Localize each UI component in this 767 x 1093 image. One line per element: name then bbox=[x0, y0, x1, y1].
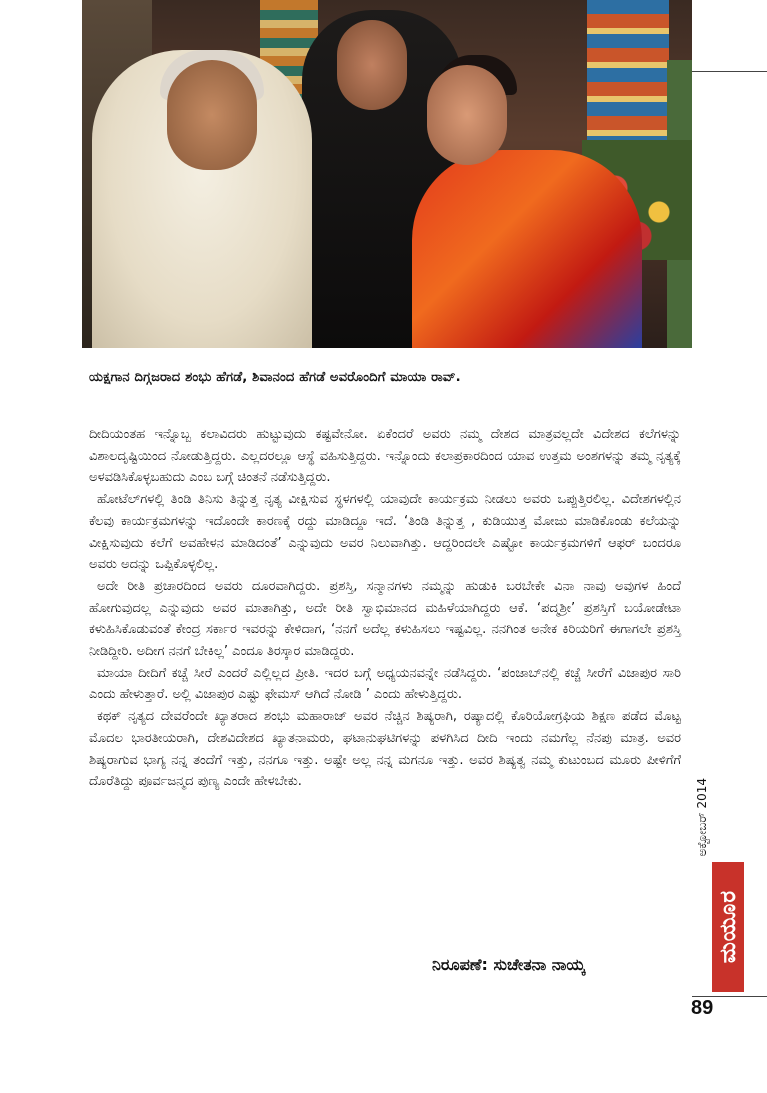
woman-in-saree-figure bbox=[412, 150, 642, 348]
top-right-rule bbox=[692, 71, 767, 72]
paragraph-3: ಅದೇ ರೀತಿ ಪ್ರಚಾರದಿಂದ ಅವರು ದೂರವಾಗಿದ್ದರು. ಪ್ರಶಸ್ತಿ, ಸನ್ಮಾನಗಳು ನಮ್ಮನ್ನು ಹುಡುಕಿ ಬರಬೇಕೇ ವಿನಾ ನಾವು ಅವುಗಳ ಹಿಂದೆ ಹೋಗುವುದಲ್ಲ ಎನ್ನುವುದು ಅವರ ಮಾತಾಗಿತ್ತು, ಅದೇ ರೀತಿ ಸ್ವಾಭಿಮಾನದ ಮಹಿಳೆಯಾಗಿದ್ದರು ಆಕೆ. ‘ಪದ್ಮಶ್ರೀ’ ಪ್ರಶಸ್ತಿಗೆ ಬಯೋಡೇಟಾ ಕಳುಹಿಸಿಕೊಡುವಂತೆ ಕೇಂದ್ರ ಸರ್ಕಾರ ಇವರನ್ನು ಕೇಳಿದಾಗ, ‘ನನಗೆ ಅದೆಲ್ಲ ಕಳುಹಿಸಲು ಇಷ್ಟವಿಲ್ಲ. ನನಗಿಂತ ಅನೇಕ ಕಿರಿಯರಿಗೆ ಈಗಾಗಲೇ ಪ್ರಶಸ್ತಿ ನೀಡಿದ್ದೀರಿ. ಅದೀಗ ನನಗೆ ಬೇಕಿಲ್ಲ’ ಎಂದೂ ತಿರಸ್ಕಾರ ಮಾಡಿದ್ದರು. bbox=[89, 578, 681, 660]
author-credit: ನಿರೂಪಣೆ: ಸುಚೇತನಾ ನಾಯ್ಕ bbox=[432, 955, 585, 974]
page-number: 89 bbox=[691, 997, 714, 1019]
photo-caption: ಯಕ್ಷಗಾನ ದಿಗ್ಗಜರಾದ ಶಂಭು ಹೆಗಡೆ, ಶಿವಾನಂದ ಹೆಗಡೆ ಅವರೊಂದಿಗೆ ಮಾಯಾ ರಾವ್. bbox=[89, 370, 461, 385]
paragraph-5: ಕಥಕ್ ನೃತ್ಯದ ದೇವರೆಂದೇ ಖ್ಯಾತರಾದ ಶಂಭು ಮಹಾರಾಜ್ ಅವರ ನೆಚ್ಚಿನ ಶಿಷ್ಯರಾಗಿ, ರಷ್ಯಾದಲ್ಲಿ ಕೊರಿಯೋಗ್ರಫಿಯ ಶಿಕ್ಷಣ ಪಡೆದ ಮೊಟ್ಟ ಮೊದಲ ಭಾರತೀಯರಾಗಿ, ದೇಶವಿದೇಶದ ಖ್ಯಾತನಾಮರು, ಘಟಾನುಘಟಿಗಳನ್ನು ಪಳಗಿಸಿದ ದೀದಿ ಇಂದು ನಮಗೆಲ್ಲ ನೆನಪು ಮಾತ್ರ. ಅವರ ಶಿಷ್ಯರಾಗುವ ಭಾಗ್ಯ ನನ್ನ ತಂದೆಗೆ ಇತ್ತು, ನನಗೂ ಇತ್ತು. ಅಷ್ಟೇ ಅಲ್ಲ ನನ್ನ ಮಗನೂ ಇತ್ತು. ಅವರ ಶಿಷ್ಯತ್ವ ನಮ್ಮ ಕುಟುಂಬದ ಮೂರು ಪೀಳಿಗೆಗೆ ದೊರೆತಿದ್ದು ಪೂರ್ವಜನ್ಮದ ಪುಣ್ಯ ಎಂದೇ ಹೇಳಬೇಕು. bbox=[89, 709, 681, 790]
paragraph-4: ಮಾಯಾ ದೀದಿಗೆ ಕಚ್ಚೆ ಸೀರೆ ಎಂದರೆ ಎಲ್ಲಿಲ್ಲದ ಪ್ರೀತಿ. ಇದರ ಬಗ್ಗೆ ಅಧ್ಯಯನವನ್ನೇ ನಡೆಸಿದ್ದರು. ‘ಪಂಜಾಬ್‌ನಲ್ಲಿ ಕಚ್ಚೆ ಸೀರೆಗೆ ವಿಜಾಪುರ ಸಾರಿ ಎಂದು ಹೇಳುತ್ತಾರೆ. ಅಲ್ಲಿ ವಿಜಾಪುರ ಎಷ್ಟು ಫೇಮಸ್ ಆಗಿದೆ ನೋಡಿ ’ ಎಂದು ಹೇಳುತ್ತಿದ್ದರು. bbox=[89, 665, 681, 703]
issue-date bbox=[690, 775, 714, 860]
elder-man-head bbox=[167, 60, 257, 170]
paragraph-2: ಹೋಟೆಲ್‌ಗಳಲ್ಲಿ ತಿಂಡಿ ತಿನಿಸು ತಿನ್ನುತ್ತ ನೃತ್ಯ ವೀಕ್ಷಿಸುವ ಸ್ಥಳಗಳಲ್ಲಿ ಯಾವುದೇ ಕಾರ್ಯಕ್ರಮ ನೀಡಲು ಅವರು ಒಪ್ಪುತ್ತಿರಲಿಲ್ಲ. ವಿದೇಶಗಳಲ್ಲಿನ ಕೆಲವು ಕಾರ್ಯಕ್ರಮಗಳನ್ನು ಇದೊಂದೇ ಕಾರಣಕ್ಕೆ ರದ್ದು ಮಾಡಿದ್ದೂ ಇದೆ. ‘ತಿಂಡಿ ತಿನ್ನುತ್ತ , ಕುಡಿಯುತ್ತ ಮೋಜು ಮಾಡಿಕೊಂಡು ಕಲೆಯನ್ನು ವೀಕ್ಷಿಸುವುದು ಕಲೆಗೆ ಅವಹೇಳನ ಮಾಡಿದಂತೆ’ ಎನ್ನುವುದು ಅವರ ನಿಲುವಾಗಿತ್ತು. ಆದ್ದರಿಂದಲೇ ಎಷ್ಟೋ ಕಾರ್ಯಕ್ರಮಗಳಿಗೆ ಆಫರ್ ಬಂದರೂ ಅವರು ಅದನ್ನು ಒಪ್ಪಿಕೊಳ್ಳಲಿಲ್ಲ. bbox=[89, 492, 681, 573]
event-photo bbox=[82, 0, 692, 348]
paragraph-1: ದೀದಿಯಂತಹ ಇನ್ನೊಬ್ಬ ಕಲಾವಿದರು ಹುಟ್ಟುವುದು ಕಷ್ಟವೇನೋ. ಏಕೆಂದರೆ ಅವರು ನಮ್ಮ ದೇಶದ ಮಾತ್ರವಲ್ಲದೇ ವಿದೇಶದ ಕಲೆಗಳನ್ನು ವಿಶಾಲದೃಷ್ಟಿಯಿಂದ ನೋಡುತ್ತಿದ್ದರು. ಎಲ್ಲದರಲ್ಲೂ ಆಸ್ಥೆ ವಹಿಸುತ್ತಿದ್ದರು. ಇನ್ನೊಂದು ಕಲಾಪ್ರಕಾರದಿಂದ ಯಾವ ಉತ್ತಮ ಅಂಶಗಳನ್ನು ತಮ್ಮ ನೃತ್ಯಕ್ಕೆ ಅಳವಡಿಸಿಕೊಳ್ಳಬಹುದು ಎಂಬ ಬಗ್ಗೆ ಚಿಂತನೆ ನಡೆಸುತ್ತಿದ್ದರು. bbox=[89, 427, 681, 486]
magazine-logo bbox=[712, 862, 744, 992]
magazine-name: ಮಯೂರ bbox=[715, 890, 741, 964]
woman-head bbox=[427, 65, 507, 165]
article-body bbox=[89, 424, 681, 793]
young-man-head bbox=[337, 20, 407, 110]
issue-date-text: ಅಕ್ಟೋಬರ್ 2014 bbox=[695, 778, 709, 857]
